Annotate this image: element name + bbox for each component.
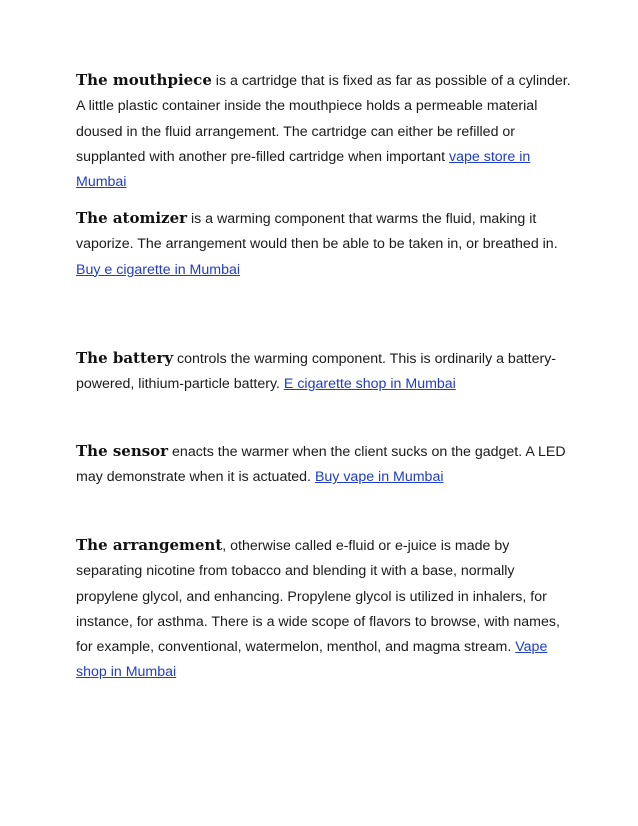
paragraph-battery <box>76 346 576 398</box>
paragraph-atomizer <box>76 206 576 283</box>
link-buy-vape[interactable]: Buy vape in Mumbai <box>314 469 444 486</box>
paragraph-text: controls the warming component. This is ordinarily a battery-powered, lithium-particle battery. <box>76 351 557 393</box>
link-buy-e-cigarette[interactable]: Buy e cigarette in Mumbai <box>76 261 241 278</box>
link-vape-store[interactable]: vape store in Mumbai <box>76 148 531 191</box>
term-heading: The arrangement <box>76 536 223 554</box>
link-vape-shop[interactable]: Vape shop in Mumbai <box>76 639 548 681</box>
paragraph-arrangement <box>76 533 576 686</box>
term-heading: The battery <box>76 349 174 367</box>
term-heading: The atomizer <box>76 209 188 227</box>
term-heading: The sensor <box>76 442 169 460</box>
paragraph-sensor <box>76 439 576 491</box>
link-e-cigarette-shop[interactable]: E cigarette shop in Mumbai <box>283 376 456 393</box>
paragraph-text: is a warming component that warms the fluid, making it vaporize. The arrangement would then be able to be taken in, or breathed in. <box>76 211 558 253</box>
paragraph-mouthpiece <box>76 68 576 195</box>
term-heading: The mouthpiece <box>76 71 212 89</box>
paragraph-text: , otherwise called e-fluid or e-juice is made by separating nicotine from tobacco and blending it with a base, normally propylene glycol, and enhancing. Propylene glycol is utilized in inhalers, for instance, for asthma. There is a wide scope of flavors to browse, with names, for example, conventional, watermelon, menthol, and magma stream. <box>76 538 560 656</box>
paragraph-text: is a cartridge that is fixed as far as possible of a cylinder. A little plastic container inside the mouthpiece holds a permeable material doused in the fluid arrangement. The cartridge can either be refilled or supplanted with another pre-filled cartridge when important <box>76 73 571 165</box>
paragraph-text: enacts the warmer when the client sucks on the gadget. A LED may demonstrate when it is actuated. <box>76 444 566 486</box>
